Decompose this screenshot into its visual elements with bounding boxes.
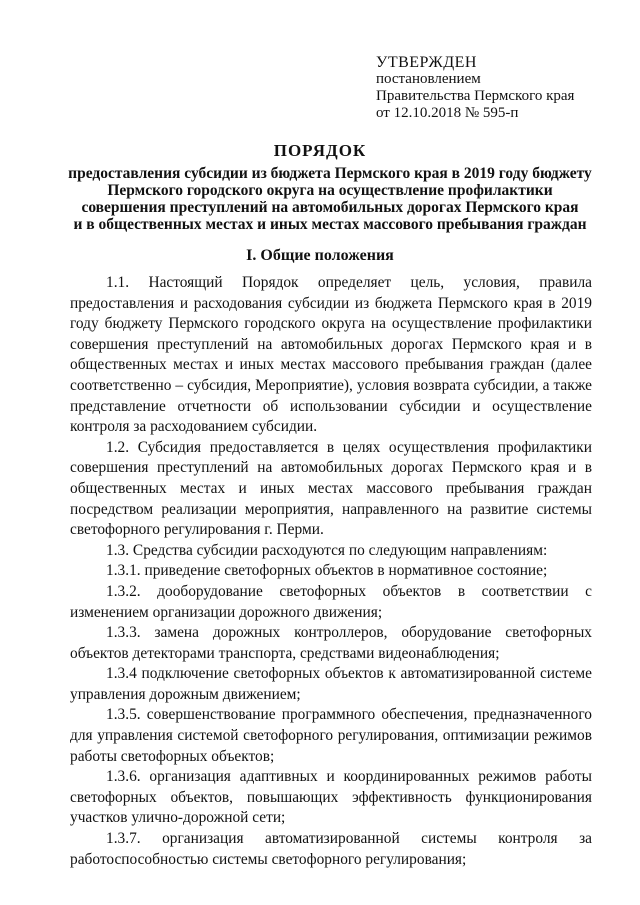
approval-stamp	[376, 54, 574, 122]
paragraph-1-3-3: 1.3.3. замена дорожных контроллеров, оборудование светофорных объектов детекторами транспорта, средствами видеонаблюдения;	[70, 624, 592, 662]
paragraph-1-3-6: 1.3.6. организация адаптивных и координированных режимов работы светофорных объектов, повышающих эффективность функционирования участков улично-дорожной сети;	[70, 768, 592, 827]
approval-date-line: от 12.10.2018 № 595-п	[376, 105, 519, 121]
document-subtitle	[60, 165, 600, 233]
subtitle-line: совершения преступлений на автомобильных дорогах Пермского края	[81, 199, 579, 216]
paragraph-1-3-4: 1.3.4 подключение светофорных объектов к автоматизированной системе управления дорожным движением;	[70, 665, 592, 703]
paragraph-1-2: 1.2. Субсидия предоставляется в целях осуществления профилактики совершения преступлений на автомобильных дорогах Пермского края и в общественных местах и иных местах массового пребывания граждан посредством реализации мероприятия, направленного на развитие системы светофорного регулирования г. Перми.	[70, 438, 592, 539]
paragraph-1-3-1: 1.3.1. приведение светофорных объектов в нормативное состояние;	[106, 562, 548, 580]
paragraph-1-1: 1.1. Настоящий Порядок определяет цель, условия, правила предоставления и расходования субсидии из бюджета Пермского края в 2019 году бюджету Пермского городского округа на осуществление профилактики совершения преступлений на автомобильных дорогах Пермского края и в общественных местах и иных местах массового пребывания граждан (далее соответственно – субсидия, Мероприятие), условия возврата субсидии, а также представление отчетности об использовании субсидии и осуществление контроля за расходованием субсидии.	[70, 274, 592, 436]
document-body	[70, 273, 592, 870]
document-title: ПОРЯДОК	[273, 141, 367, 160]
paragraph-1-3: 1.3. Средства субсидии расходуются по следующим направлениям:	[106, 541, 548, 559]
approval-line: Правительства Пермского края	[376, 88, 575, 104]
paragraph-1-3-2: 1.3.2. дооборудование светофорных объектов в соответствии с изменением организации дорожного движения;	[70, 582, 592, 621]
approval-line: постановлением	[376, 71, 481, 87]
subtitle-line: и в общественных местах и иных местах массового пребывания граждан	[73, 216, 587, 233]
subtitle-line: предоставления субсидии из бюджета Пермского края в 2019 году бюджету	[68, 165, 592, 182]
paragraph-1-3-7: 1.3.7. организация автоматизированной системы контроля за работоспособностью системы светофорного регулирования;	[70, 830, 592, 868]
approval-heading: УТВЕРЖДЕН	[376, 54, 477, 71]
subtitle-line: Пермского городского округа на осуществление профилактики	[107, 182, 553, 199]
section-heading: I. Общие положения	[246, 247, 394, 264]
paragraph-1-3-5: 1.3.5. совершенствование программного обеспечения, предназначенного для управления системой светофорного регулирования, оптимизации режимов работы светофорных объектов;	[70, 706, 592, 765]
